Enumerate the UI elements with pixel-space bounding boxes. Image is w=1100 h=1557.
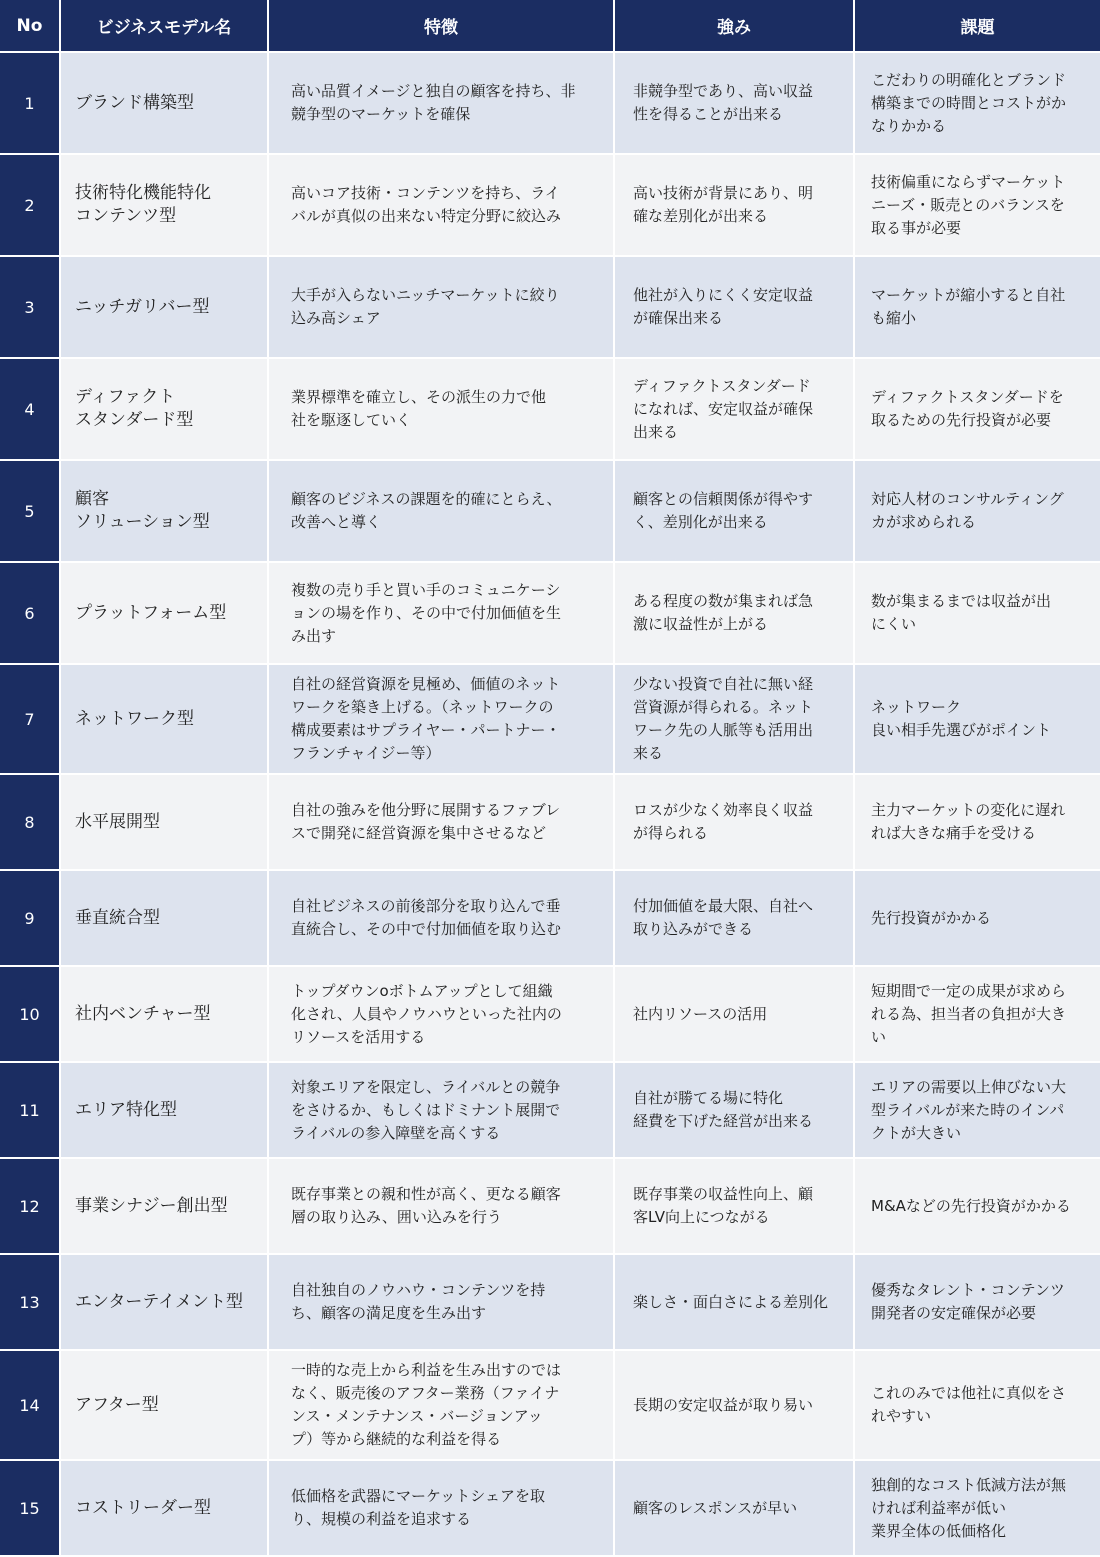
strength-cell: 非競争型であり、高い収益 性を得ることが出来る	[614, 52, 854, 154]
model-name: ニッチガリバー型	[60, 256, 268, 358]
strength-cell: 顧客のレスポンスが早い	[614, 1460, 854, 1556]
issue-cell: エリアの需要以上伸びない大 型ライバルが来た時のインパ クトが大きい	[854, 1062, 1100, 1158]
model-name: エリア特化型	[60, 1062, 268, 1158]
row-number: 11	[0, 1062, 60, 1158]
row-number: 1	[0, 52, 60, 154]
table-row	[0, 774, 1100, 870]
row-number: 8	[0, 774, 60, 870]
issue-cell: 優秀なタレント・コンテンツ 開発者の安定確保が必要	[854, 1254, 1100, 1350]
model-name: 社内ベンチャー型	[60, 966, 268, 1062]
header-strength: 強み	[614, 0, 854, 52]
table-row	[0, 1460, 1100, 1556]
feature-cell: 高いコア技術・コンテンツを持ち、ライ バルが真似の出来ない特定分野に絞込み	[268, 154, 614, 256]
row-number: 3	[0, 256, 60, 358]
issue-cell: 数が集まるまでは収益が出 にくい	[854, 562, 1100, 664]
row-number: 5	[0, 460, 60, 562]
strength-cell: 長期の安定収益が取り易い	[614, 1350, 854, 1460]
row-number: 10	[0, 966, 60, 1062]
table-row	[0, 562, 1100, 664]
issue-cell: ネットワーク 良い相手先選びがポイント	[854, 664, 1100, 774]
table-row	[0, 966, 1100, 1062]
strength-cell: ディファクトスタンダード になれば、安定収益が確保 出来る	[614, 358, 854, 460]
issue-cell: ディファクトスタンダードを 取るための先行投資が必要	[854, 358, 1100, 460]
model-name: プラットフォーム型	[60, 562, 268, 664]
feature-cell: 業界標準を確立し、その派生の力で他 社を駆逐していく	[268, 358, 614, 460]
row-number: 4	[0, 358, 60, 460]
feature-cell: 複数の売り手と買い手のコミュニケーシ ョンの場を作り、その中で付加価値を生 み出す	[268, 562, 614, 664]
feature-cell: 顧客のビジネスの課題を的確にとらえ、 改善へと導く	[268, 460, 614, 562]
model-name: 顧客 ソリューション型	[60, 460, 268, 562]
issue-cell: 技術偏重にならずマーケット ニーズ・販売とのバランスを 取る事が必要	[854, 154, 1100, 256]
feature-cell: 既存事業との親和性が高く、更なる顧客 層の取り込み、囲い込みを行う	[268, 1158, 614, 1254]
table-row	[0, 870, 1100, 966]
strength-cell: ある程度の数が集まれば急 激に収益性が上がる	[614, 562, 854, 664]
model-name: エンターテイメント型	[60, 1254, 268, 1350]
model-name: 事業シナジー創出型	[60, 1158, 268, 1254]
row-number: 6	[0, 562, 60, 664]
feature-cell: 一時的な売上から利益を生み出すのでは なく、販売後のアフター業務（ファイナ ンス・メンテナンス・バージョンアッ プ）等から継続的な利益を得る	[268, 1350, 614, 1460]
row-number: 14	[0, 1350, 60, 1460]
issue-cell: M&Aなどの先行投資がかかる	[854, 1158, 1100, 1254]
feature-cell: 対象エリアを限定し、ライバルとの競争 をさけるか、もしくはドミナント展開で ライバルの参入障壁を高くする	[268, 1062, 614, 1158]
model-name: ネットワーク型	[60, 664, 268, 774]
header-no: No	[0, 0, 60, 52]
feature-cell: 大手が入らないニッチマーケットに絞り 込み高シェア	[268, 256, 614, 358]
row-number: 12	[0, 1158, 60, 1254]
issue-cell: 主力マーケットの変化に遅れ れば大きな痛手を受ける	[854, 774, 1100, 870]
row-number: 13	[0, 1254, 60, 1350]
model-name: 技術特化機能特化 コンテンツ型	[60, 154, 268, 256]
feature-cell: 高い品質イメージと独自の顧客を持ち、非 競争型のマーケットを確保	[268, 52, 614, 154]
strength-cell: 付加価値を最大限、自社へ 取り込みができる	[614, 870, 854, 966]
strength-cell: 少ない投資で自社に無い経 営資源が得られる。ネット ワーク先の人脈等も活用出 来る	[614, 664, 854, 774]
row-number: 9	[0, 870, 60, 966]
strength-cell: 他社が入りにくく安定収益 が確保出来る	[614, 256, 854, 358]
table-row	[0, 1158, 1100, 1254]
strength-cell: 高い技術が背景にあり、明 確な差別化が出来る	[614, 154, 854, 256]
strength-cell: 自社が勝てる場に特化 経費を下げた経営が出来る	[614, 1062, 854, 1158]
header-row	[0, 0, 1100, 52]
feature-cell: 低価格を武器にマーケットシェアを取 り、規模の利益を追求する	[268, 1460, 614, 1556]
strength-cell: 社内リソースの活用	[614, 966, 854, 1062]
issue-cell: マーケットが縮小すると自社 も縮小	[854, 256, 1100, 358]
header-feature: 特徴	[268, 0, 614, 52]
issue-cell: 短期間で一定の成果が求めら れる為、担当者の負担が大き い	[854, 966, 1100, 1062]
issue-cell: 対応人材のコンサルティング カが求められる	[854, 460, 1100, 562]
table-row	[0, 154, 1100, 256]
row-number: 15	[0, 1460, 60, 1556]
table-row	[0, 664, 1100, 774]
model-name: 水平展開型	[60, 774, 268, 870]
feature-cell: 自社独自のノウハウ・コンテンツを持 ち、顧客の満足度を生み出す	[268, 1254, 614, 1350]
row-number: 2	[0, 154, 60, 256]
strength-cell: 楽しさ・面白さによる差別化	[614, 1254, 854, 1350]
table-row	[0, 256, 1100, 358]
row-number: 7	[0, 664, 60, 774]
feature-cell: トップダウンoボトムアップとして組織 化され、人員やノウハウといった社内の リソースを活用する	[268, 966, 614, 1062]
strength-cell: 既存事業の収益性向上、顧 客LV向上につながる	[614, 1158, 854, 1254]
issue-cell: これのみでは他社に真似をさ れやすい	[854, 1350, 1100, 1460]
issue-cell: 独創的なコスト低減方法が無 ければ利益率が低い 業界全体の低価格化	[854, 1460, 1100, 1556]
table-row	[0, 1350, 1100, 1460]
table-row	[0, 52, 1100, 154]
feature-cell: 自社の強みを他分野に展開するファブレ スで開発に経営資源を集中させるなど	[268, 774, 614, 870]
feature-cell: 自社の経営資源を見極め、価値のネット ワークを築き上げる。（ネットワークの 構成要素はサプライヤー・パートナー・ フランチャイジー等）	[268, 664, 614, 774]
table-body	[0, 52, 1100, 1556]
table-row	[0, 1062, 1100, 1158]
issue-cell: 先行投資がかかる	[854, 870, 1100, 966]
model-name: ブランド構築型	[60, 52, 268, 154]
table-row	[0, 460, 1100, 562]
feature-cell: 自社ビジネスの前後部分を取り込んで垂 直統合し、その中で付加価値を取り込む	[268, 870, 614, 966]
model-name: コストリーダー型	[60, 1460, 268, 1556]
header-issue: 課題	[854, 0, 1100, 52]
table-row	[0, 1254, 1100, 1350]
model-name: ディファクト スタンダード型	[60, 358, 268, 460]
strength-cell: 顧客との信頼関係が得やす く、差別化が出来る	[614, 460, 854, 562]
model-name: 垂直統合型	[60, 870, 268, 966]
strength-cell: ロスが少なく効率良く収益 が得られる	[614, 774, 854, 870]
model-name: アフター型	[60, 1350, 268, 1460]
table-row	[0, 358, 1100, 460]
header-name: ビジネスモデル名	[60, 0, 268, 52]
issue-cell: こだわりの明確化とブランド 構築までの時間とコストがか なりかかる	[854, 52, 1100, 154]
